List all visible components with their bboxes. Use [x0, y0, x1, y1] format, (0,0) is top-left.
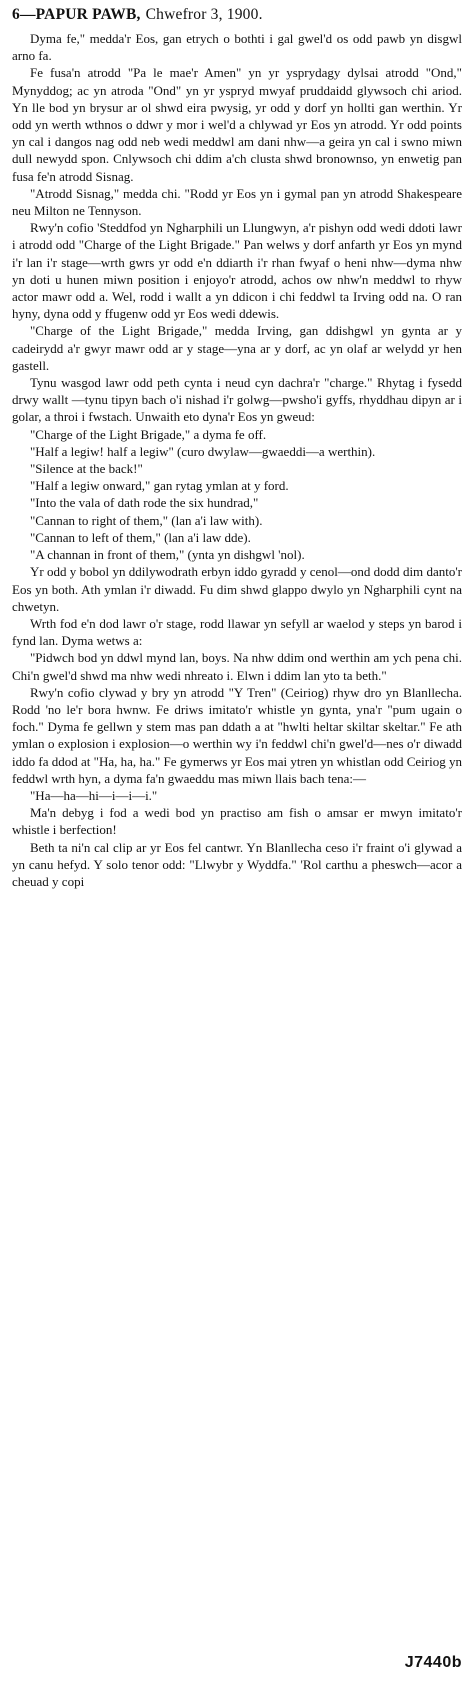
article-paragraph: "Charge of the Light Brigade," a dyma fe off.: [30, 426, 267, 442]
article-paragraph: "Atrodd Sisnag," medda chi. "Rodd yr Eos yn i gymal pan yn atrodd Shakespeare neu Milton ne Tennyson.: [12, 185, 462, 219]
article-paragraph: Wrth fod e'n dod lawr o'r stage, rodd llawar yn sefyll ar waelod y steps yn barod i fynd lan. Dyma wetws a:: [12, 615, 462, 649]
article-paragraph: "A channan in front of them," (ynta yn dishgwl 'nol).: [30, 547, 305, 563]
page-header: [12, 6, 464, 28]
article-paragraph: "Half a legiw onward," gan rytag ymlan at y ford.: [30, 478, 289, 494]
article-paragraph: Beth ta ni'n cal clip ar yr Eos fel cantwr. Yn Blanllecha ceso i'r fraint o'i glywad a yn canu hefyd. Y solo tenor odd: "Llwybr y Wyddfa." 'Rol carthu a pheswch—acor a cheuad y copi: [12, 839, 462, 889]
article-paragraph: Ma'n debyg i fod a wedi bod yn practiso am fish o amsar er mwyn imitato'r whistle i berfection!: [12, 805, 462, 838]
article-paragraph: "Half a legiw! half a legiw" (curo dwylaw—gwaeddi—a werthin).: [30, 443, 376, 459]
issue-date: Chwefror 3, 1900.: [145, 6, 263, 23]
article-paragraph: "Cannan to left of them," (lan a'i law dde).: [30, 529, 251, 545]
article-paragraph: "Into the vala of dath rode the six hundrad,": [30, 495, 259, 511]
article-paragraph: Rwy'n cofio 'Steddfod yn Ngharphili un Llungwyn, a'r pishyn odd wedi ddoti lawr i atrodd odd "Charge of the Light Brigade." Pan welws y dorf anfarth yr Eos yn mynd i'r lan i'r stage—wrth gwrs yr odd e'n ddiarth i'r rhan fwyaf o heni nhw—dyma nhw yn doti u hunen miwn position i enjoyo'r atrodd, achos ow nhw'n meddwl to rhyw actor mawr odd a. Wel, rodd i wallt a yn ddicon i chi feddwl ta Irving odd na. O ran hyny, dyna odd y ffugenw odd yr Eos wedi ddewis.: [12, 220, 462, 322]
article-paragraph: "Ha—ha—hi—i—i—i.": [30, 787, 158, 803]
article-paragraph: "Charge of the Light Brigade," medda Irving, gan ddishgwl yn gynta ar y cadeirydd a'r gwyr mawr odd ar y stage—yna ar y dorf, ac yn olaf ar welydd yr hen gastell.: [12, 323, 462, 373]
article-paragraph: Tynu wasgod lawr odd peth cynta i neud cyn dachra'r "charge." Rhytag i fysedd drwy wallt —tynu tipyn bach o'i nishad i'r golwg—pwsho'i gyffs, rhyddhau dipyn ar i golar, a throi i fwstach. Unwaith eto dyna'r Eos yn gweud:: [12, 375, 462, 425]
catalog-number: J7440b: [404, 1654, 462, 1671]
page-number: 6: [12, 6, 20, 23]
article-paragraph: "Cannan to right of them," (lan a'i law with).: [30, 512, 263, 528]
article-paragraph: "Silence at the back!": [30, 461, 143, 477]
article-paragraph: "Pidwch bod yn ddwl mynd lan, boys. Na nhw ddim ond werthin am ych pena chi. Chi'n gwel'd shwd ma nhw wedi nhreato i. Elwn i ddim lan yto ta beth.": [12, 650, 462, 683]
newspaper-title: PAPUR PAWB,: [35, 6, 141, 23]
article-paragraph: Fe fusa'n atrodd "Pa le mae'r Amen" yn yr ysprydagy dylsai atrodd "Ond," Mynyddog; ac yn atroda "Ond" yn yr yspryd mwyaf pruddaidd glywsoch chi ariod. Yn lle bod yn brysur ar ol shwd eira pwysig, yr odd y dorf yn hollti gan werthin. Yr odd yn werth wthnos o ddwr y mor i wel'd a chlywad yr Eos yn atrodd. Yr odd points yn cal i dangos nag odd neb wedi meddwl am dani nhw—a geira yn cal i swno miwn dull newydd spon. Cnlywsoch chi ddim a'ch clusta shwd bronownso, yn enwetig pan fusa fe'n atrodd Sisnag.: [12, 65, 462, 184]
article-paragraph: Yr odd y bobol yn ddilywodrath erbyn iddo gyradd y cenol—ond dodd dim danto'r Eos yn both. Ath ymlan i'r diwadd. Fu dim shwd glappo dwylo yn Ngharphili cynt na chwetyn.: [12, 564, 462, 614]
article-column: [12, 30, 462, 1646]
article-paragraph: Rwy'n cofio clywad y bry yn atrodd "Y Tren" (Ceiriog) rhyw dro yn Blanllecha. Rodd 'no le'r bora hwnw. Fe driws imitato'r whistle yn gynta, yna'r "pum ugain o foch." Dyma fe gellwn y stem mas pan ddath a at "hwlti heltar skiltar skeltar." Fe ath ymlan o explosion i explosion—o werthin wy i'n feddwl chi'n gwel'd—nes o'r diwadd iddo fa ddod at "Ha, ha, ha." Fe gymerws yr Eos mai ytren yn whistlan odd Ceiriog yn feddwl wrth hyn, a dyma fa'n gwaeddu mas miwn llais bach tena:—: [12, 684, 462, 786]
header-dash: —: [19, 6, 36, 23]
article-paragraph: Dyma fe," medda'r Eos, gan etrych o bothti i gal gwel'd os odd pawb yn disgwl arno fa.: [12, 31, 462, 64]
